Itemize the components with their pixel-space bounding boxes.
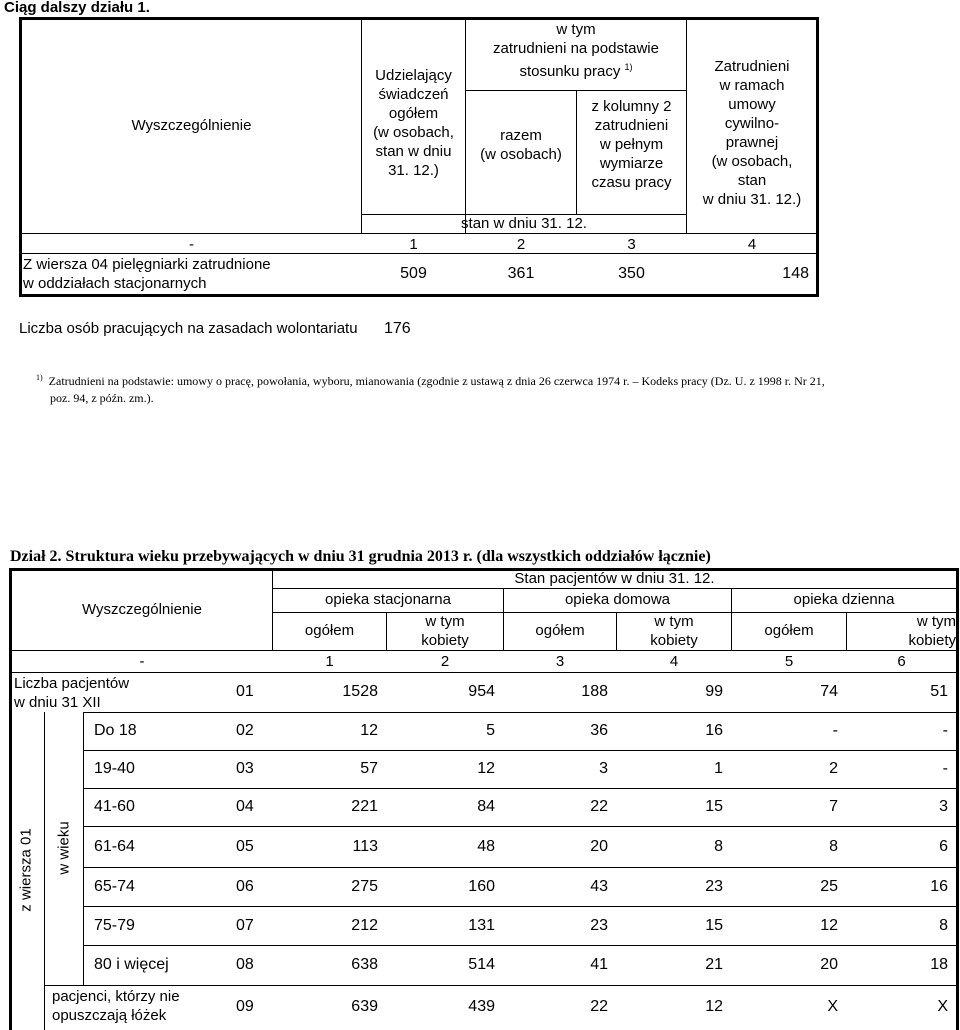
t2-vertical-label-outer: z wiersza 01 — [17, 828, 35, 912]
t2-first-row-label: Liczba pacjentów w dniu 31 XII — [14, 675, 130, 711]
t2-row-label: 61-64 — [94, 838, 135, 855]
footnote: $^{1)}$ Zatrudnieni na podstawie: umowy o pracę, powołania, wyboru, mianowania (zgodnie z ustawą z dnia 26 czerwca 1974 r. – Kodeks pracy (Dz. U. z 1998 r. Nr 21, poz. 94, z późn. zm.). — [36, 373, 825, 405]
t2-colnum: 3 — [555, 653, 565, 670]
t2-cell: 51 — [930, 683, 948, 700]
t2-row-code: 08 — [236, 956, 254, 973]
t2-row-label: 41-60 — [94, 798, 135, 815]
t2-stan-header: Stan pacjentów w dniu 31. 12. — [514, 570, 715, 587]
t2-cell: 12 — [360, 722, 378, 739]
t2-cell: 6 — [939, 838, 948, 855]
t2-wyszczegolnienie: Wyszczególnienie — [82, 601, 202, 618]
t2-cell: 22 — [590, 998, 608, 1015]
t1-stan-label: stan w dniu 31. 12. — [461, 215, 587, 232]
continuation-heading: Ciąg dalszy działu 1. — [4, 0, 150, 16]
t2-cell: 514 — [468, 956, 495, 973]
t2-cell: 84 — [477, 798, 495, 815]
t2-cell: X — [937, 998, 948, 1015]
t2-colnum: 5 — [784, 653, 794, 670]
t2-cell: 18 — [930, 956, 948, 973]
t1-col4-header: Zatrudnieni w ramach umowy cywilno- prawnej (w osobach, stan w dniu 31. 12.) — [702, 58, 802, 208]
t2-cell: 1 — [714, 760, 723, 777]
t2-cell: 3 — [939, 798, 948, 815]
t1-row-label: Z wiersza 04 pielęgniarki zatrudnione w oddziałach stacjonarnych — [23, 256, 271, 292]
t2-cell: 74 — [820, 683, 838, 700]
t2-cell: 113 — [352, 838, 378, 855]
t2-row-label: 19-40 — [94, 760, 135, 777]
t2-row-label: Do 18 — [94, 722, 137, 739]
volunteer-value: 176 — [384, 320, 411, 337]
t2-colnum: 2 — [440, 653, 450, 670]
t2-row-code: 06 — [236, 878, 254, 895]
t1-cell: 148 — [782, 265, 809, 282]
t2-cell: 7 — [829, 798, 838, 815]
t2-cell: 16 — [930, 878, 948, 895]
t2-colnum: 6 — [897, 653, 906, 670]
t2-group-domowa: opieka domowa — [564, 591, 671, 608]
t2-cell: 954 — [468, 683, 495, 700]
section-2-title: Dział 2. Struktura wieku przebywających w dniu 31 grudnia 2013 r. (dla wszystkich oddziałów łącznie) — [10, 548, 711, 565]
t2-cell: 131 — [468, 917, 495, 934]
t2-colnum: - — [139, 653, 145, 670]
t2-cell: 212 — [351, 917, 378, 934]
t2-cell: 48 — [477, 838, 495, 855]
t2-row-label: 80 i więcej — [94, 956, 169, 973]
t2-cell: 15 — [705, 917, 723, 934]
t2-cell: 20 — [820, 956, 838, 973]
t2-sub-wtym: w tym kobiety — [421, 613, 469, 649]
t2-row-code: 07 — [236, 917, 254, 934]
t2-row-code: 04 — [236, 798, 254, 815]
t2-vertical-label-inner: w wieku — [55, 821, 73, 875]
t1-col0-header: Wyszczególnienie — [131, 117, 252, 134]
t2-colnum: 1 — [325, 653, 334, 670]
t2-cell: 12 — [820, 917, 838, 934]
t2-row-label: 75-79 — [94, 917, 135, 934]
t2-row-code: 01 — [236, 683, 254, 700]
t2-cell: 22 — [590, 798, 608, 815]
t2-cell: 16 — [705, 722, 723, 739]
t2-row-code: 09 — [236, 998, 254, 1015]
t1-colnum: - — [189, 236, 194, 253]
t1-cell: 361 — [507, 265, 535, 282]
t2-cell: 23 — [705, 878, 723, 895]
t2-row-code: 03 — [236, 760, 254, 777]
t2-cell: - — [832, 722, 838, 739]
t2-cell: X — [827, 998, 838, 1015]
t1-group-header: w tym zatrudnieni na podstawie stosunku pracy $^{1)}$ — [493, 21, 659, 80]
t2-cell: 2 — [829, 760, 838, 777]
t2-cell: 188 — [581, 683, 608, 700]
t2-cell: 23 — [590, 917, 608, 934]
t2-row-code: 05 — [236, 838, 254, 855]
t2-cell: 57 — [360, 760, 378, 777]
t2-sub-ogolem: ogółem — [535, 622, 585, 639]
t1-colnum: 2 — [516, 236, 526, 253]
t2-cell: 43 — [590, 878, 608, 895]
t2-cell: 20 — [590, 838, 608, 855]
t1-colnum: 4 — [747, 236, 757, 253]
t2-cell: 5 — [486, 722, 495, 739]
t2-cell: 21 — [705, 956, 723, 973]
t2-cell: 15 — [705, 798, 723, 815]
t2-cell: 275 — [351, 878, 378, 895]
t1-cell: 509 — [400, 265, 427, 282]
t2-cell: - — [942, 722, 948, 739]
t2-cell: 8 — [714, 838, 723, 855]
t2-cell: 221 — [351, 798, 378, 815]
t2-group-stacjonarna: opieka stacjonarna — [325, 591, 451, 608]
t2-cell: 25 — [820, 878, 838, 895]
t2-cell: 8 — [939, 917, 948, 934]
t2-sub-ogolem: ogółem — [764, 622, 814, 639]
t2-row-label: 65-74 — [94, 878, 135, 895]
t2-cell: 160 — [468, 878, 495, 895]
t1-cell: 350 — [618, 265, 645, 282]
t2-sub-wtym: w tym kobiety — [650, 613, 698, 649]
volunteer-label: Liczba osób pracujących na zasadach wolontariatu — [19, 320, 358, 337]
t2-colnum: 4 — [669, 653, 679, 670]
t2-cell: - — [942, 760, 948, 777]
t2-cell: 639 — [351, 998, 378, 1015]
t2-cell: 41 — [590, 956, 608, 973]
t2-cell: 8 — [829, 838, 838, 855]
t1-col1-header: Udzielający świadczeń ogółem (w osobach, stan w dniu 31. 12.) — [373, 67, 454, 179]
t2-cell: 638 — [351, 956, 378, 973]
t2-last-row-label: pacjenci, którzy nie opuszczają łóżek — [52, 988, 180, 1024]
t2-cell: 36 — [590, 722, 608, 739]
t2-cell: 99 — [705, 683, 723, 700]
t1-colnum: 1 — [409, 236, 418, 253]
t2-cell: 439 — [468, 998, 495, 1015]
t2-cell: 3 — [599, 760, 608, 777]
t2-row-code: 02 — [236, 722, 254, 739]
t2-cell: 12 — [705, 998, 723, 1015]
t1-colnum: 3 — [627, 236, 636, 253]
t2-cell: 12 — [477, 760, 495, 777]
t1-col2-header: razem (w osobach) — [480, 127, 562, 163]
t2-cell: 1528 — [342, 683, 378, 700]
t2-sub-ogolem: ogółem — [304, 622, 355, 639]
t2-group-dzienna: opieka dzienna — [793, 591, 895, 608]
t1-col3-header: z kolumny 2 zatrudnieni w pełnym wymiarze czasu pracy — [591, 98, 672, 191]
t2-sub-wtym: w tym kobiety — [908, 613, 956, 649]
